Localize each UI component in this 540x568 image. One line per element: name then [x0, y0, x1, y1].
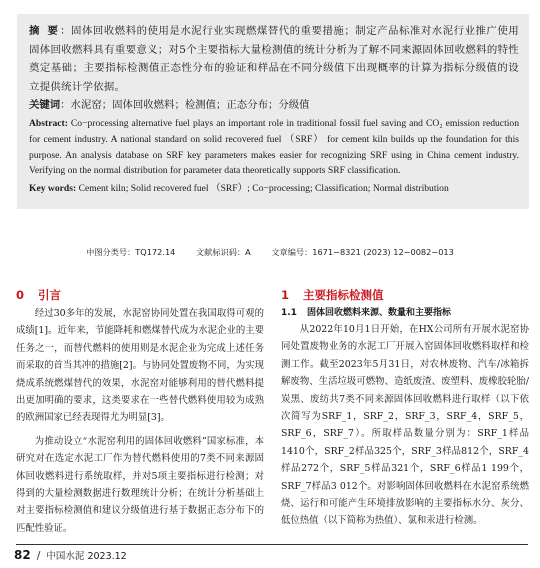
english-keywords-text: Cement kiln; Solid recovered fuel （SRF）; Co−processing; Classification; Normal distribution	[76, 183, 449, 195]
chinese-keywords	[29, 97, 519, 114]
chinese-keywords-text: ：水泥窑；固体回收燃料；检测值；正态分布；分级值	[60, 99, 310, 111]
chinese-abstract-text: ：固体回收燃料的使用是水泥行业实现燃煤替代的重要措施；制定产品标准对水泥行业推广使用固体回收燃料具有重要意义；对5个主要指标大量检测值的统计分析为了解不同来源固体回收燃料的特性奠定基础；主要指标检测值正态性分布的验证和样品在不同分级值下出现概率的计算为指标分级值的设立提供统计学依据。	[29, 25, 519, 93]
right-column	[281, 287, 529, 530]
paragraph: 从2022年10月1日开始，在HX公司所有开展水泥窑协同处置废物业务的水泥工厂开展入窑固体回收燃料取样和检测工作。截至2023年5月31日，对农林废物、汽车/冰箱拆解废物、生活垃圾可燃物、造纸废渣、废塑料、废橡胶轮胎/炭黑、废纺共7类不同来源固体回收燃料进行取样（以下依次简写为SRF_1，SRF_2，SRF_3，SRF_4，SRF_5，SRF_6，SRF_7）。所取样品数量分别为：SRF_1样品1410个，SRF_2样品325个，SRF_3样品812个，SRF_4样品272个，SRF_5样品321个，SRF_6样品1 199个，SRF_7样品3 012个。对影响固体回收燃料在水泥窑系统燃烧、运行和可能产生环境排放影响的主要指标水分、灰分、低位热值（以下简称为热值）、氯和汞进行检测。	[281, 324, 529, 527]
english-abstract	[29, 116, 519, 179]
english-keywords	[29, 181, 519, 197]
english-abstract-text: Co−processing alternative fuel plays an important role in traditional fossil fuel saving and CO₂ emission reduction for cement industry. A national standard on solid recovered fuel （SRF） for cement kiln builds up the foundation for this purpose. An analysis database on SRF key parameters makes easier for recognizing SRF using in China cement industry. Verifying on the normal distribution for parameter data theoretically supports SRF classification.	[29, 118, 519, 177]
chinese-abstract	[29, 22, 519, 96]
classification-line	[0, 247, 540, 258]
left-column	[16, 287, 264, 537]
english-keywords-label: Key words:	[29, 183, 77, 195]
paragraph: 为推动设立“水泥窑利用的固体回收燃料”国家标准，本研究对在选定水泥工厂作为替代燃料使用的7类不同来源固体回收燃料进行系统取样，并对5项主要指标进行检测；对得到的大量检测数据进行数理统计分析；在统计分析基础上对主要指标检测值和建议分级值进行基于数据正态分布下的匹配性验证。	[16, 435, 264, 534]
section-title: 主要指标检测值	[303, 288, 384, 302]
paragraph: 经过30多年的发展，水泥窑协同处置在我国取得可观的成绩[1]。近年来，节能降耗和燃煤替代成为水泥企业的主要任务之一，而替代燃料的使用则是水泥企业为完成上述任务而采取的首当其冲的措施[2]。与协同处置废物不同，为实现烧成系统燃煤替代的效果，水泥窑对能够利用的替代燃料提出更加明确的要求，这类要求在一些替代燃料使用较为成熟的欧洲国家已经表现得尤为明显[3]。	[16, 308, 264, 424]
subsection-number: 1.1	[281, 308, 297, 318]
section-number: 1	[281, 288, 290, 302]
section-number: 0	[16, 288, 25, 302]
section-title: 引言	[38, 288, 62, 302]
keywords-label: 关键词	[29, 99, 61, 111]
abstract-box	[17, 14, 529, 209]
journal-name: 中国水泥 2023.12	[46, 551, 127, 562]
page-number: 82	[14, 548, 31, 562]
footer-divider: /	[36, 549, 41, 562]
subsection-title: 固体回收燃料来源、数量和主要指标	[306, 308, 451, 318]
english-abstract-label: Abstract:	[29, 118, 68, 129]
subsection-heading	[281, 305, 529, 321]
abstract-label: 摘 要	[29, 25, 61, 37]
section-heading-1	[281, 287, 529, 305]
page-footer	[14, 544, 127, 568]
clc-number: 中图分类号：TQ172.14	[86, 247, 176, 257]
article-number: 文章编号：1671−8321 (2023) 12−0082−013	[271, 247, 454, 257]
document-code: 文献标识码：A	[195, 247, 251, 257]
section-heading-intro	[16, 287, 264, 305]
